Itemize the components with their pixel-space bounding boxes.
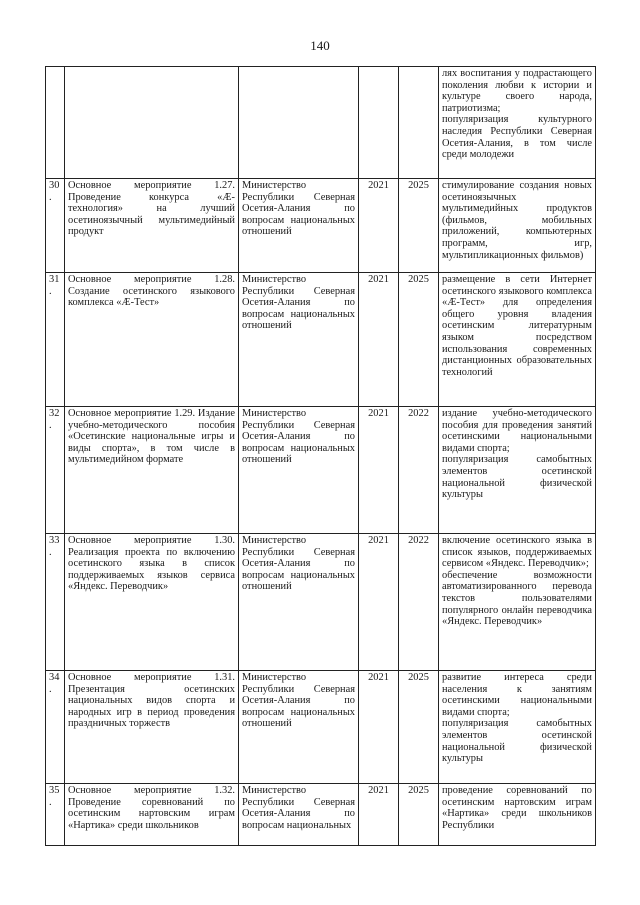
table-row — [46, 671, 596, 784]
event-name-cell — [65, 67, 239, 179]
responsible-executor: Министерство Республики Северная Осетия-Алания по вопросам национальных отношений — [242, 535, 355, 593]
table-row — [46, 67, 596, 179]
event-name: Основное мероприятие 1.30. Реализация проекта по включению осетинского языка в список поддерживаемых языков сервиса «Яндекс. Переводчик» — [68, 535, 235, 593]
end-year: 2025 — [408, 180, 429, 191]
end-year-cell — [399, 784, 439, 846]
event-name-cell — [65, 671, 239, 784]
row-number-cell — [46, 534, 65, 671]
expected-result-cell — [439, 534, 596, 671]
end-year: 2025 — [408, 785, 429, 796]
event-name: Основное мероприятие 1.27. Проведение конкурса «Æ-технология» на лучший осетиноязычный мультимедийный продукт — [68, 180, 235, 238]
responsible-executor: Министерство Республики Северная Осетия-Алания по вопросам национальных — [242, 785, 355, 831]
responsible-executor: Министерство Республики Северная Осетия-Алания по вопросам национальных отношений — [242, 274, 355, 332]
row-number-cell — [46, 67, 65, 179]
start-year: 2021 — [368, 274, 389, 285]
responsible-executor: Министерство Республики Северная Осетия-Алания по вопросам национальных отношений — [242, 180, 355, 238]
expected-result: стимулирование создания новых осетиноязычных мультимедийных продуктов (фильмов, мобильных приложений, компьютерных программ, игр, мультипликационных фильмов) — [442, 180, 592, 261]
event-name-cell — [65, 273, 239, 407]
event-name: Основное мероприятие 1.28. Создание осетинского языкового комплекса «Æ-Тест» — [68, 274, 235, 309]
event-name-cell — [65, 179, 239, 273]
table-row — [46, 407, 596, 534]
row-number-cell — [46, 273, 65, 407]
row-number: 33. — [49, 535, 60, 558]
start-year-cell — [359, 179, 399, 273]
responsible-executor: Министерство Республики Северная Осетия-Алания по вопросам национальных отношений — [242, 408, 355, 466]
end-year: 2025 — [408, 274, 429, 285]
row-number: 31. — [49, 274, 60, 297]
responsible-executor-cell — [239, 784, 359, 846]
start-year: 2021 — [368, 535, 389, 546]
expected-result-cell — [439, 407, 596, 534]
program-events-table — [45, 66, 596, 846]
start-year: 2021 — [368, 785, 389, 796]
start-year: 2021 — [368, 180, 389, 191]
expected-result-cell — [439, 273, 596, 407]
end-year-cell — [399, 67, 439, 179]
table-row — [46, 534, 596, 671]
end-year: 2025 — [408, 672, 429, 683]
start-year-cell — [359, 67, 399, 179]
expected-result-cell — [439, 179, 596, 273]
expected-result: издание учебно-методического пособия для проведения занятий осетинскими национальными видами спорта; популяризация самобытных элементов осетинской национальной физической культуры — [442, 408, 592, 501]
responsible-executor-cell — [239, 179, 359, 273]
row-number: 35. — [49, 785, 60, 808]
start-year-cell — [359, 534, 399, 671]
table-row — [46, 273, 596, 407]
responsible-executor: Министерство Республики Северная Осетия-Алания по вопросам национальных отношений — [242, 672, 355, 730]
event-name: Основное мероприятие 1.31. Презентация осетинских национальных видов спорта и народных игр в период проведения праздничных торжеств — [68, 672, 235, 730]
table-row — [46, 784, 596, 846]
row-number-cell — [46, 407, 65, 534]
end-year-cell — [399, 273, 439, 407]
event-name-cell — [65, 407, 239, 534]
end-year: 2022 — [408, 535, 429, 546]
expected-result: лях воспитания у подрастающего поколения любви к истории и культуре своего народа, патриотизма; популяризация культурного наследия Республики Северная Осетия-Алания, в том числе среди молодежи — [442, 68, 592, 161]
expected-result: проведение соревнований по осетинским нартовским играм «Нартика» среди школьников Республики — [442, 785, 592, 831]
page-number: 140 — [310, 38, 330, 53]
expected-result-cell — [439, 784, 596, 846]
expected-result-cell — [439, 67, 596, 179]
start-year-cell — [359, 671, 399, 784]
end-year-cell — [399, 671, 439, 784]
responsible-executor-cell — [239, 407, 359, 534]
start-year-cell — [359, 784, 399, 846]
end-year-cell — [399, 534, 439, 671]
row-number: 32. — [49, 408, 60, 431]
start-year: 2021 — [368, 672, 389, 683]
event-name-cell — [65, 784, 239, 846]
responsible-executor-cell — [239, 67, 359, 179]
event-name: Основное мероприятие 1.32. Проведение соревнований по осетинским нартовским играм «Нартика» среди школьников — [68, 785, 235, 831]
table-body — [46, 67, 596, 846]
row-number-cell — [46, 179, 65, 273]
row-number: 34. — [49, 672, 60, 695]
end-year: 2022 — [408, 408, 429, 419]
end-year-cell — [399, 407, 439, 534]
row-number: 30. — [49, 180, 60, 203]
start-year-cell — [359, 407, 399, 534]
start-year-cell — [359, 273, 399, 407]
table-row — [46, 179, 596, 273]
expected-result: размещение в сети Интернет осетинского языкового комплекса «Æ-Тест» для определения общего уровня владения осетинским литературным языком посредством использования современных дистанционных образовательных технологий — [442, 274, 592, 378]
start-year: 2021 — [368, 408, 389, 419]
row-number-cell — [46, 784, 65, 846]
responsible-executor-cell — [239, 534, 359, 671]
expected-result-cell — [439, 671, 596, 784]
expected-result: развитие интереса среди населения к занятиям осетинскими национальными видами спорта; популяризация самобытных элементов осетинской национальной физической культуры — [442, 672, 592, 765]
responsible-executor-cell — [239, 273, 359, 407]
event-name: Основное мероприятие 1.29. Издание учебно-методического пособия «Осетинские национальные игры и виды спорта», в том числе в мультимедийном формате — [68, 408, 235, 466]
responsible-executor-cell — [239, 671, 359, 784]
expected-result: включение осетинского языка в список языков, поддерживаемых сервисом «Яндекс. Переводчик»; обеспечение возможности автоматизированного перевода текстов пользователями популярного онлайн переводчика «Яндекс. Переводчик» — [442, 535, 592, 628]
event-name-cell — [65, 534, 239, 671]
end-year-cell — [399, 179, 439, 273]
row-number-cell — [46, 671, 65, 784]
